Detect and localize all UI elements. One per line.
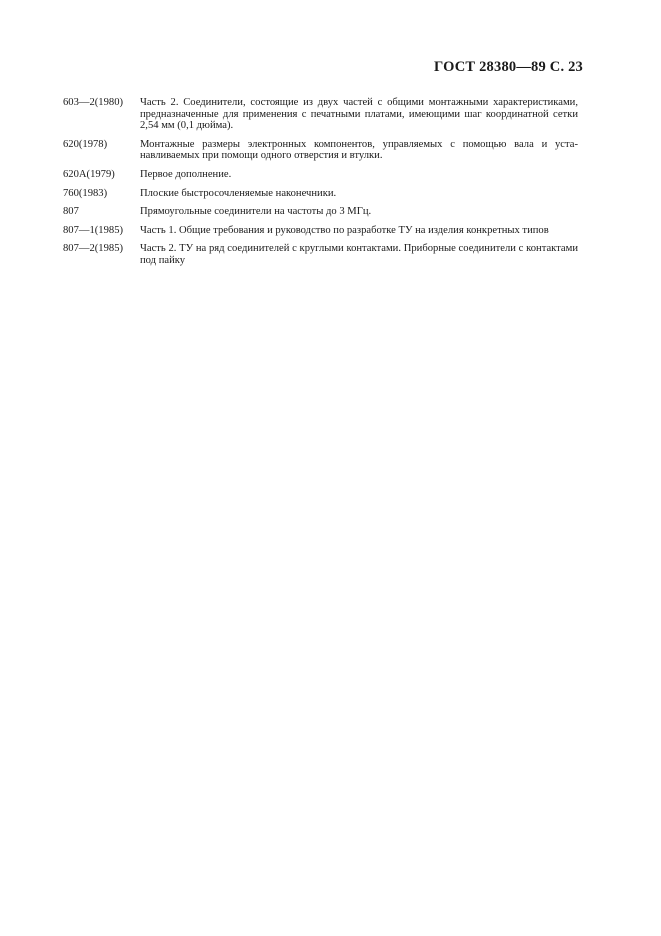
standard-code: 807—2(1985) — [63, 243, 124, 255]
standard-code: 760(1983) — [63, 187, 108, 199]
standard-code: 807 — [63, 206, 79, 218]
list-item — [63, 225, 578, 237]
list-item — [63, 139, 578, 162]
standard-title: Часть 2. ТУ на ряд соединителей с круглыми контактами. Приборные соединители с контактами под пайку — [140, 243, 578, 266]
list-item — [63, 169, 578, 181]
standard-title: Прямоугольные соединители на частоты до 3 МГц. — [140, 206, 372, 218]
list-item — [63, 188, 578, 200]
list-item — [63, 97, 578, 132]
standard-title: Плоские быстросочленяемые наконечники. — [140, 187, 337, 199]
standard-title: Часть 2. Соединители, состоящие из двух частей с общими монтажными характеристиками, предназначенные для применения с печатными платами, имеющими шаг координатной сетки 2,54 мм (0,1 дюйма). — [140, 97, 578, 132]
standard-title: Часть 1. Общие требования и руководство по разработке ТУ на изделия конкретных типов — [140, 224, 549, 236]
standard-code: 620(1978) — [63, 138, 108, 150]
page-header: ГОСТ 28380—89 С. 23 — [434, 59, 583, 75]
standard-code: 603—2(1980) — [63, 97, 124, 108]
standards-list — [63, 97, 578, 274]
list-item — [63, 243, 578, 266]
standard-title: Первое дополнение. — [140, 168, 232, 180]
standard-code: 807—1(1985) — [63, 224, 124, 236]
standard-code: 620А(1979) — [63, 168, 115, 180]
standard-title: Монтажные размеры электронных компонентов, управляемых с помощью вала и устанавливаемых при помощи одного отверстия и втулки. — [140, 138, 578, 162]
list-item — [63, 206, 578, 218]
